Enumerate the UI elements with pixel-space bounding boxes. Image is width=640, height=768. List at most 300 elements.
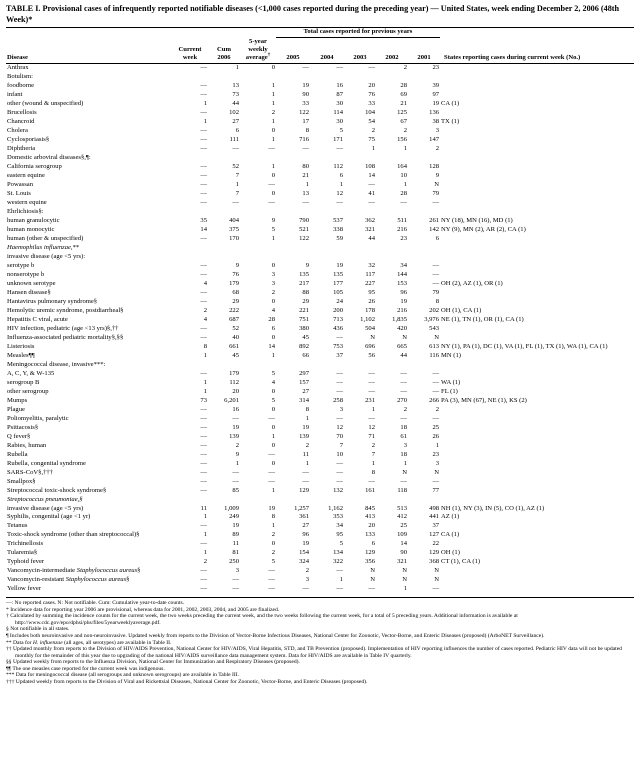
disease-name: Hepatitis C viral, acute	[7, 315, 68, 323]
cases-2005: 45	[302, 333, 309, 341]
cases-2001: 77	[432, 486, 440, 494]
disease-name: nonserotype b	[7, 270, 45, 278]
cases-2005: 139	[299, 432, 309, 440]
states-reporting	[440, 199, 634, 208]
cases-2004: 753	[333, 342, 343, 350]
cases-2001: 39	[432, 82, 440, 90]
cum-2006: 7	[235, 172, 239, 180]
cases-2004: 5	[339, 127, 343, 135]
cases-2002: 2	[403, 127, 407, 135]
footnote: * Incidence data for reporting year 2006 are provisional, whereas data for 2001, 2002, 2003, 2004, and 2005 are finalized.	[6, 606, 280, 613]
cum-2006: 81	[232, 549, 239, 557]
five-year-avg: 5	[271, 369, 275, 377]
cases-2003: —	[368, 414, 375, 422]
cases-2001: —	[432, 279, 440, 287]
states-reporting	[440, 63, 634, 72]
header-cum-2006: Cum 2006	[217, 46, 231, 62]
cases-2005: 135	[299, 270, 309, 278]
five-year-avg: 2	[271, 549, 275, 557]
cases-2004: —	[336, 369, 343, 377]
states-reporting	[440, 297, 634, 306]
disease-name: Mumps	[7, 396, 28, 404]
disease-name: Psittacosis§	[7, 423, 39, 431]
table-row	[6, 495, 634, 504]
disease-name: HIV infection, pediatric (age <13 yrs)§,††	[7, 324, 119, 332]
states-reporting	[440, 91, 634, 100]
table-row	[6, 414, 634, 423]
cases-2003: 56	[368, 351, 375, 359]
cum-2006: 44	[232, 100, 239, 108]
disease-name: California serogroup	[7, 163, 62, 171]
cases-2005	[276, 73, 310, 82]
cases-2003: 14	[368, 172, 375, 180]
disease-name: other (wound & unspecified)	[7, 100, 84, 108]
header-year-2003: 2003	[353, 54, 367, 62]
table-row	[6, 567, 634, 576]
cases-2005: 66	[302, 351, 309, 359]
current-week: —	[200, 270, 207, 278]
footnote: ¶¶ The one measles case reported for the current week was indigenous.	[6, 665, 165, 672]
cases-2002: 34	[400, 261, 407, 269]
cases-2002: 96	[400, 288, 407, 296]
cum-2006: —	[232, 414, 239, 422]
current-week: —	[200, 486, 207, 494]
disease-name: infant	[7, 91, 23, 99]
cases-2005: 88	[302, 288, 309, 296]
states-reporting	[440, 450, 634, 459]
cum-2006: 249	[229, 513, 239, 521]
cases-2001: 2	[435, 145, 440, 153]
current-week	[172, 154, 208, 163]
cases-2004: 24	[336, 297, 343, 305]
states-reporting	[440, 262, 634, 271]
cum-2006	[208, 495, 240, 504]
five-year-avg	[240, 495, 276, 504]
disease-name: Hansen disease§	[7, 288, 51, 296]
cases-2001: 97	[432, 91, 440, 99]
five-year-avg: 0	[271, 423, 275, 431]
cases-2004: 132	[333, 486, 343, 494]
current-week: 2	[203, 558, 207, 566]
cases-2003	[344, 244, 376, 253]
table-row	[6, 208, 634, 217]
cases-2004: 5	[339, 540, 343, 548]
table-row	[6, 540, 634, 549]
current-week: —	[200, 522, 207, 530]
states-reporting: FL (1)	[441, 387, 458, 395]
five-year-avg	[240, 253, 276, 262]
current-week: 11	[200, 504, 207, 512]
states-reporting: NY (18), MN (16), MD (1)	[441, 217, 513, 224]
cum-2006: 179	[229, 279, 239, 287]
states-reporting	[440, 244, 634, 253]
table-row	[6, 315, 634, 324]
five-year-avg: —	[268, 199, 275, 207]
cases-2002: —	[400, 414, 407, 422]
cases-2003: 845	[365, 504, 375, 512]
current-week: —	[200, 333, 207, 341]
cases-2001: 128	[429, 163, 440, 171]
cases-2002: —	[400, 387, 407, 395]
cum-2006: 139	[229, 432, 239, 440]
cases-2003: 133	[365, 531, 375, 539]
disease-name: Chancroid	[7, 118, 35, 126]
cases-2003: 20	[368, 82, 375, 90]
cases-2002: 19	[400, 297, 407, 305]
current-week: —	[200, 190, 207, 198]
five-year-avg: —	[268, 450, 275, 458]
cases-2005: 11	[302, 450, 309, 458]
cases-2005	[276, 253, 310, 262]
cases-2001	[408, 154, 440, 163]
cases-2004: —	[336, 459, 343, 467]
cases-2002: 665	[397, 342, 407, 350]
disease-name: invasive disease (age <5 yrs)	[7, 504, 84, 512]
header-year-2005: 2005	[286, 54, 300, 62]
table-row	[6, 405, 634, 414]
current-week: —	[200, 199, 207, 207]
cases-2001: —	[432, 261, 440, 269]
five-year-avg: 0	[271, 297, 275, 305]
current-week: —	[200, 468, 207, 476]
states-reporting	[440, 414, 634, 423]
disease-name: Diphtheria	[7, 145, 36, 153]
cases-2002: 216	[397, 225, 407, 233]
five-year-avg: 1	[271, 82, 275, 90]
states-reporting	[440, 190, 634, 199]
cases-2003: 129	[365, 549, 375, 557]
cases-2005	[276, 244, 310, 253]
cases-2003	[344, 154, 376, 163]
table-row	[6, 306, 634, 315]
five-year-avg: 0	[271, 441, 275, 449]
states-reporting	[440, 235, 634, 244]
current-week: —	[200, 324, 207, 332]
table-row	[6, 91, 634, 100]
five-year-avg: 0	[271, 64, 275, 72]
cases-2002: 1	[403, 459, 407, 467]
cases-2003: 76	[368, 91, 375, 99]
cases-2005: 157	[299, 378, 309, 386]
current-week: 14	[200, 225, 207, 233]
cases-2004: 177	[333, 279, 343, 287]
cases-2002: 67	[400, 118, 407, 126]
cases-2002: —	[400, 477, 407, 485]
five-year-avg: 5	[271, 225, 275, 233]
cases-2005: 90	[302, 91, 309, 99]
cum-2006: —	[232, 576, 239, 584]
disease-name: Domestic arboviral diseases§,¶:	[7, 154, 91, 162]
cases-2005	[276, 360, 310, 369]
five-year-avg	[240, 360, 276, 369]
disease-name: Ehrlichiosis§:	[7, 208, 44, 216]
cases-2001: —	[432, 387, 440, 395]
cases-2001: 22	[432, 540, 440, 548]
cum-2006: 1	[235, 64, 239, 72]
current-week: 1	[203, 118, 207, 126]
five-year-avg: 1	[271, 234, 275, 242]
cases-2001: 26	[432, 432, 440, 440]
header-year-2002: 2002	[385, 54, 399, 62]
current-week: —	[200, 234, 207, 242]
current-week: —	[200, 540, 207, 548]
cases-2003: 161	[365, 486, 375, 494]
disease-name: A, C, Y, & W-135	[7, 369, 55, 377]
five-year-avg: 28	[268, 315, 275, 323]
table-row	[6, 477, 634, 486]
five-year-avg	[240, 154, 276, 163]
table-row	[6, 342, 634, 351]
cases-2002: —	[400, 199, 407, 207]
five-year-avg: 3	[271, 270, 275, 278]
cases-2004: —	[336, 477, 343, 485]
current-week: —	[200, 297, 207, 305]
cases-2005: 27	[302, 522, 309, 530]
table-row	[6, 513, 634, 522]
footnote: —: No reported cases. N: Not notifiable. Cum: Cumulative year-to-date counts.	[6, 599, 185, 606]
disease-name: western equine	[7, 199, 47, 207]
cases-2001: 3	[435, 459, 440, 467]
current-week: 1	[203, 351, 207, 359]
cases-2005: 221	[299, 306, 309, 314]
cases-2004: —	[336, 387, 343, 395]
cases-2002	[376, 253, 408, 262]
five-year-avg: 5	[271, 558, 275, 566]
cum-2006: —	[232, 468, 239, 476]
cases-2001: 23	[432, 64, 440, 72]
cases-2002: 18	[400, 450, 407, 458]
footnote: † Calculated by summing the incidence counts for the current week, the two weeks preceding the current week, and the two weeks following the current week, for a total of 5 preceding years. Additional information is available at http://www.cdc.gov/epo/dphsi/phs/files/5yearweeklyaverage.pdf.	[6, 613, 518, 626]
table-row	[6, 531, 634, 540]
five-year-avg: 1	[271, 118, 275, 126]
cases-2003: 104	[365, 109, 375, 117]
disease-name: Trichinellosis	[7, 540, 44, 548]
cases-2005: 324	[299, 558, 309, 566]
cases-2002: 420	[397, 324, 407, 332]
cases-2003: —	[368, 181, 375, 189]
current-week: —	[200, 450, 207, 458]
disease-name: Influenza-associated pediatric mortality§,§§	[7, 333, 124, 341]
footnote: *** Data for meningococcal disease (all serogroups and unknown serogroups) are available in Table III.	[6, 672, 239, 679]
five-year-avg: —	[268, 414, 275, 422]
table-row	[6, 73, 634, 82]
disease-name: Cholera	[7, 127, 28, 135]
cases-2002: 144	[397, 270, 407, 278]
cases-2005: 19	[302, 540, 309, 548]
cases-2003: 32	[368, 261, 375, 269]
current-week: —	[200, 82, 207, 90]
states-reporting	[440, 136, 634, 145]
five-year-avg: 0	[271, 172, 275, 180]
cases-2005: 27	[302, 387, 309, 395]
five-year-avg: 1	[271, 486, 275, 494]
cum-2006: 404	[229, 217, 239, 224]
five-year-avg: 0	[271, 261, 275, 269]
disease-name: Hantavirus pulmonary syndrome§	[7, 297, 98, 305]
disease-name: Powassan	[7, 181, 34, 189]
cases-2004: 1	[339, 576, 343, 584]
cases-2004: —	[336, 199, 343, 207]
states-reporting: CT (1), CA (1)	[441, 558, 481, 566]
current-week: —	[200, 109, 207, 117]
cases-2004	[310, 253, 344, 262]
states-reporting: OH (1)	[441, 549, 460, 557]
current-week: —	[200, 145, 207, 153]
current-week: —	[200, 288, 207, 296]
cases-2004: —	[336, 333, 343, 341]
cum-2006: 250	[229, 558, 239, 566]
disease-name: eastern equine	[7, 172, 45, 180]
cases-2003	[344, 208, 376, 217]
states-reporting	[440, 172, 634, 181]
cases-2004: 322	[333, 558, 343, 566]
cases-2002: —	[400, 369, 407, 377]
cum-2006: 19	[232, 423, 239, 431]
cases-2002: 28	[400, 190, 407, 198]
states-reporting	[440, 109, 634, 118]
cases-2004	[310, 360, 344, 369]
disease-name: Smallpox§	[7, 477, 36, 485]
states-reporting	[440, 145, 634, 154]
current-week: —	[200, 163, 207, 171]
cases-2002: 118	[397, 486, 407, 494]
five-year-avg: 4	[271, 378, 275, 386]
cases-2002: 1	[403, 181, 407, 189]
five-year-avg: —	[268, 576, 275, 584]
cum-2006: 19	[232, 522, 239, 530]
cases-2003: —	[368, 387, 375, 395]
disease-name: Listeriosis	[7, 342, 35, 350]
cases-2003: 108	[365, 163, 375, 171]
cases-2005: 1	[305, 459, 309, 467]
cases-2001: 127	[429, 531, 440, 539]
cases-2003: —	[368, 378, 375, 386]
cases-2005: 1	[305, 414, 309, 422]
cases-2004: 112	[333, 163, 343, 171]
cases-2001: 3,976	[424, 315, 440, 323]
cases-2003: 696	[365, 342, 375, 350]
cum-2006: 27	[232, 118, 239, 126]
cases-2005: 122	[299, 234, 309, 242]
five-year-avg: 1	[271, 522, 275, 530]
cases-2005	[276, 208, 310, 217]
cases-2005: 154	[299, 549, 309, 557]
table-row	[6, 324, 634, 333]
disease-name: Cyclosporiasis§	[7, 136, 50, 144]
cases-2001: N	[434, 567, 440, 575]
cum-2006	[208, 154, 240, 163]
five-year-avg: 1	[271, 136, 275, 144]
cases-2004: 19	[336, 261, 343, 269]
cases-2002: 28	[400, 82, 407, 90]
cum-2006: 73	[232, 91, 239, 99]
cum-2006: 111	[229, 136, 239, 144]
cases-2004: 114	[333, 109, 343, 117]
cases-2002: 1	[403, 585, 407, 593]
current-week: —	[200, 567, 207, 575]
states-reporting	[440, 369, 634, 378]
header-year-2001: 2001	[417, 54, 431, 62]
table-row	[6, 378, 634, 387]
cases-2002: 14	[400, 540, 407, 548]
table-row	[6, 199, 634, 208]
table-row	[6, 262, 634, 271]
cases-2005: —	[302, 145, 309, 153]
states-reporting	[440, 441, 634, 450]
cases-2001	[408, 73, 440, 82]
cases-2001	[408, 360, 440, 369]
cases-2004: 30	[336, 118, 343, 126]
states-reporting	[440, 423, 634, 432]
cases-2003: 20	[368, 522, 375, 530]
cases-2001	[408, 244, 440, 253]
current-week: —	[200, 423, 207, 431]
cum-2006: 6	[235, 127, 239, 135]
cases-2005: 8	[305, 127, 309, 135]
cases-2003: 178	[365, 306, 375, 314]
cases-2004	[310, 154, 344, 163]
cases-2003: 504	[365, 324, 375, 332]
cases-2001: N	[434, 468, 440, 476]
cases-2003: 8	[371, 468, 375, 476]
cases-2004: 338	[333, 225, 343, 233]
footnote: § Not notifiable in all states.	[6, 626, 70, 633]
cases-2001: 498	[429, 504, 440, 512]
cases-2001: 6	[435, 234, 440, 242]
cases-2004: 713	[333, 315, 343, 323]
cases-2005: 33	[302, 100, 309, 108]
current-week: 35	[200, 217, 207, 224]
cases-2005: 3	[305, 576, 309, 584]
states-reporting	[440, 127, 634, 136]
five-year-avg: 6	[271, 324, 275, 332]
cases-2001: 9	[435, 172, 440, 180]
states-reporting: PA (3), MN (67), NE (1), KS (2)	[441, 396, 527, 404]
states-reporting	[440, 486, 634, 495]
cases-2002	[376, 360, 408, 369]
cases-2005: —	[302, 199, 309, 207]
cases-2003: 6	[371, 540, 375, 548]
states-reporting: NY (1), PA (1), DC (1), VA (1), FL (1), TX (1), WA (1), CA (1)	[441, 342, 608, 350]
cases-2005	[276, 495, 310, 504]
cases-2001: 142	[429, 225, 440, 233]
cum-2006: 1	[235, 181, 239, 189]
cum-2006: 16	[232, 405, 239, 413]
disease-name: Brucellosis	[7, 109, 37, 117]
cases-2001: 79	[432, 288, 440, 296]
cases-2001: 368	[429, 558, 440, 566]
cases-2001: 116	[429, 351, 440, 359]
cases-2003	[344, 495, 376, 504]
five-year-avg: 0	[271, 459, 275, 467]
disease-name: Botulism:	[7, 73, 34, 81]
table-row	[6, 118, 634, 127]
table-row	[6, 522, 634, 531]
cases-2001: —	[432, 270, 440, 278]
cases-2003: N	[370, 333, 375, 341]
table-row	[6, 280, 634, 289]
five-year-avg	[240, 73, 276, 82]
cum-2006: 1,009	[224, 504, 239, 512]
states-reporting	[440, 459, 634, 468]
header-year-2004: 2004	[320, 54, 334, 62]
states-reporting: CA (1)	[441, 100, 460, 108]
cases-2002: N	[402, 333, 407, 341]
cum-2006: 89	[232, 531, 239, 539]
disease-name: Tetanus	[7, 522, 28, 530]
cases-2001	[408, 253, 440, 262]
states-reporting: WA (1)	[441, 378, 461, 386]
